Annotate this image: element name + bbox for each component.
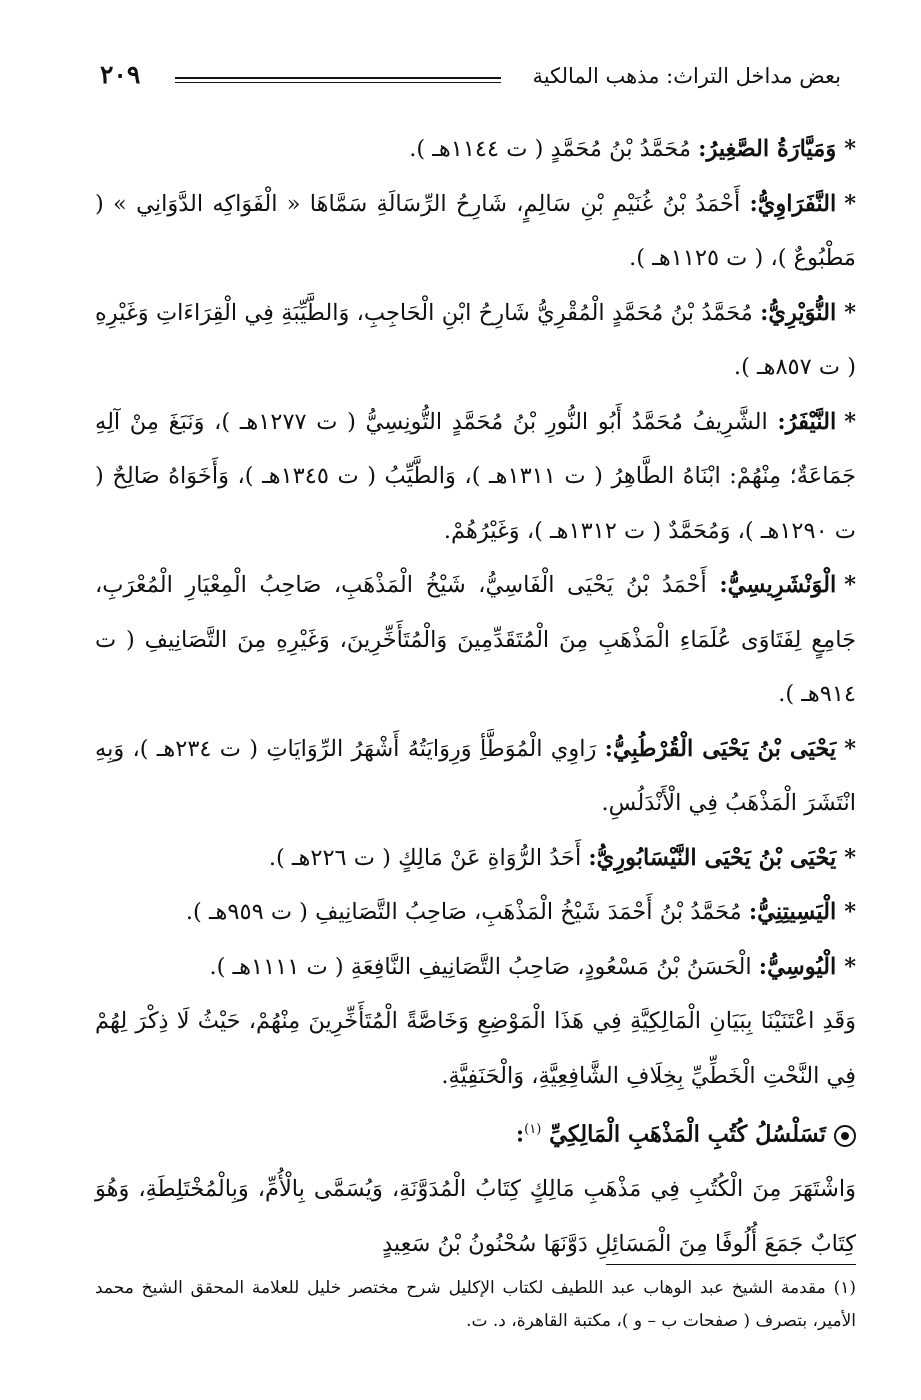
entry-name: النُّوَيْرِيُّ:	[760, 299, 837, 326]
entry-text: الْحَسَنُ بْنُ مَسْعُودٍ، صَاحِبُ التَّصَانِيفِ النَّافِعَةِ ( ت ١١١١هـ ).	[209, 953, 752, 980]
bullet-symbol: *	[844, 408, 856, 435]
entry-yahya-qurtubi	[95, 722, 856, 831]
entry-name: النَّيْفَرُ:	[777, 408, 837, 435]
entry-text: رَاوِي الْمُوَطَّأِ وَرِوَايَتُهُ أَشْهَرُ الرِّوَايَاتِ ( ت ٢٣٤هـ )، وَبِهِ انْتَشَرَ الْمَذْهَبُ فِي الْأَنْدَلُسِ.	[95, 735, 856, 816]
entry-nafrawi	[95, 177, 856, 286]
entry-mayyara	[95, 122, 856, 177]
running-title: بعض مداخل التراث: مذهب المالكية	[532, 64, 841, 88]
entry-name: الْيَسِيتِنِيُّ:	[748, 899, 837, 925]
entry-text: مُحَمَّدُ بْنُ مُحَمَّدٍ ( ت ١١٤٤هـ ).	[409, 136, 692, 162]
section-colon: :	[515, 1121, 525, 1148]
entry-nayfar	[95, 395, 856, 559]
entry-wansharisi	[95, 558, 856, 722]
bullet-symbol: *	[844, 899, 856, 925]
entry-nuwayri	[95, 286, 856, 395]
entry-name: يَحْيَى بْنُ يَحْيَى النَّيْسَابُورِيُّ:	[588, 844, 837, 871]
entry-name: الْوَنْشَرِيسِيُّ:	[719, 572, 837, 598]
main-text	[95, 122, 856, 1271]
entry-yasitini	[95, 885, 856, 940]
bullet-symbol: *	[844, 136, 856, 162]
bullet-symbol: *	[844, 299, 856, 326]
entry-text: مُحَمَّدُ بْنُ مُحَمَّدٍ الْمُقْرِيُّ شَارِحُ ابْنِ الْحَاجِبِ، وَالطَّيِّبَةِ فِي الْقِرَاءَاتِ وَغَيْرِهِ ( ت ٨٥٧هـ ).	[95, 299, 856, 380]
section-title: تَسَلْسُلُ كُتُبِ الْمَذْهَبِ الْمَالِكِيِّ	[549, 1121, 826, 1148]
entry-yahya-naysaburi	[95, 831, 856, 886]
page-number: ٢٠٩	[100, 60, 141, 89]
entry-name: وَمَيَّارَةُ الصَّغِيرُ:	[698, 136, 837, 162]
closing-paragraph: وَقَدِ اعْتَنَيْنَا بِبَيَانِ الْمَالِكِيَّةِ فِي هَذَا الْمَوْضِعِ وَخَاصَّةً الْمُتَأَخِّرِينَ مِنْهُمْ، حَيْثُ لَا ذِكْرَ لِهُمْ فِي النَّحْتِ الْخَطِّيِّ بِخِلَافِ الشَّافِعِيَّةِ، وَالْحَنَفِيَّةِ.	[95, 1008, 856, 1089]
footnote-rule	[606, 1264, 856, 1265]
entry-text: أَحْمَدُ بْنُ يَحْيَى الْفَاسِيُّ، شَيْخُ الْمَذْهَبِ، صَاحِبُ الْمِعْيَارِ الْمُعْرَبِ، جَامِعٍ لِفَتَاوَى عُلَمَاءِ الْمَذْهَبِ مِنَ الْمُتَقَدِّمِينَ وَالْمُتَأَخِّرِينَ، وَغَيْرِهِ مِنَ التَّصَانِيفِ ( ت ٩١٤هـ ).	[95, 572, 856, 707]
entry-text: أَحَدُ الرُّوَاةِ عَنْ مَالِكٍ ( ت ٢٢٦هـ ).	[268, 844, 582, 871]
entry-text: أَحْمَدُ بْنُ غُنَيْمِ بْنِ سَالِمٍ، شَارِحُ الرِّسَالَةِ سَمَّاهَا « الْفَوَاكِه الدَّوَانِي » ( مَطْبُوعٌ )، ( ت ١١٢٥هـ ).	[95, 190, 856, 271]
entry-name: النَّفَرَاوِيُّ:	[749, 190, 837, 217]
bullet-symbol: *	[844, 735, 856, 762]
entry-yusi	[95, 940, 856, 995]
entry-text: الشَّرِيفُ مُحَمَّدُ أَبُو النُّورِ بْنُ مُحَمَّدٍ التُّونِسِيُّ ( ت ١٢٧٧هـ )، وَنَبَغَ مِنْ آلِهِ جَمَاعَةٌ؛ مِنْهُمْ: ابْنَاهُ الطَّاهِرُ ( ت ١٣١١هـ )، وَالطَّيِّبُ ( ت ١٣٤٥هـ )، وَأَخَوَاهُ صَالِحٌ ( ت ١٢٩٠هـ )، وَمُحَمَّدٌ ( ت ١٣١٢هـ )، وَغَيْرُهُمْ.	[95, 408, 857, 544]
bullet-symbol: *	[844, 844, 856, 871]
bullet-symbol: *	[844, 190, 856, 217]
section-heading	[95, 1103, 856, 1162]
footnote-mark: (١)	[524, 1122, 542, 1137]
entry-text: مُحَمَّدُ بْنُ أَحْمَدَ شَيْخُ الْمَذْهَبِ، صَاحِبُ التَّصَانِيفِ ( ت ٩٥٩هـ ).	[185, 899, 742, 925]
section-body: وَاشْتَهَرَ مِنَ الْكُتُبِ فِي مَذْهَبِ مَالِكٍ كِتَابُ الْمُدَوَّنَةِ، وَيُسَمَّى بِالْأُمِّ، وَبِالْمُخْتَلِطَةِ، وَهُوَ كِتَابٌ جَمَعَ أُلُوفًا مِنَ الْمَسَائِلِ دَوَّنَهَا سُحْنُونُ بْنُ سَعِيدٍ	[95, 1176, 856, 1257]
header-rule	[175, 77, 501, 83]
bullet-symbol: *	[844, 953, 856, 980]
ornament-icon	[834, 1125, 856, 1147]
entry-name: الْيُوسِيُّ:	[758, 953, 837, 980]
page-header	[100, 60, 841, 100]
entry-name: يَحْيَى بْنُ يَحْيَى الْقُرْطُبِيُّ:	[604, 735, 837, 762]
bullet-symbol: *	[844, 572, 856, 598]
footnote: (١) مقدمة الشيخ عبد الوهاب عبد اللطيف لكتاب الإكليل شرح مختصر خليل للعلامة المحقق الشيخ محمد الأمير، بتصرف ( صفحات ب – و )، مكتبة القاهرة، د. ت.	[95, 1278, 856, 1331]
